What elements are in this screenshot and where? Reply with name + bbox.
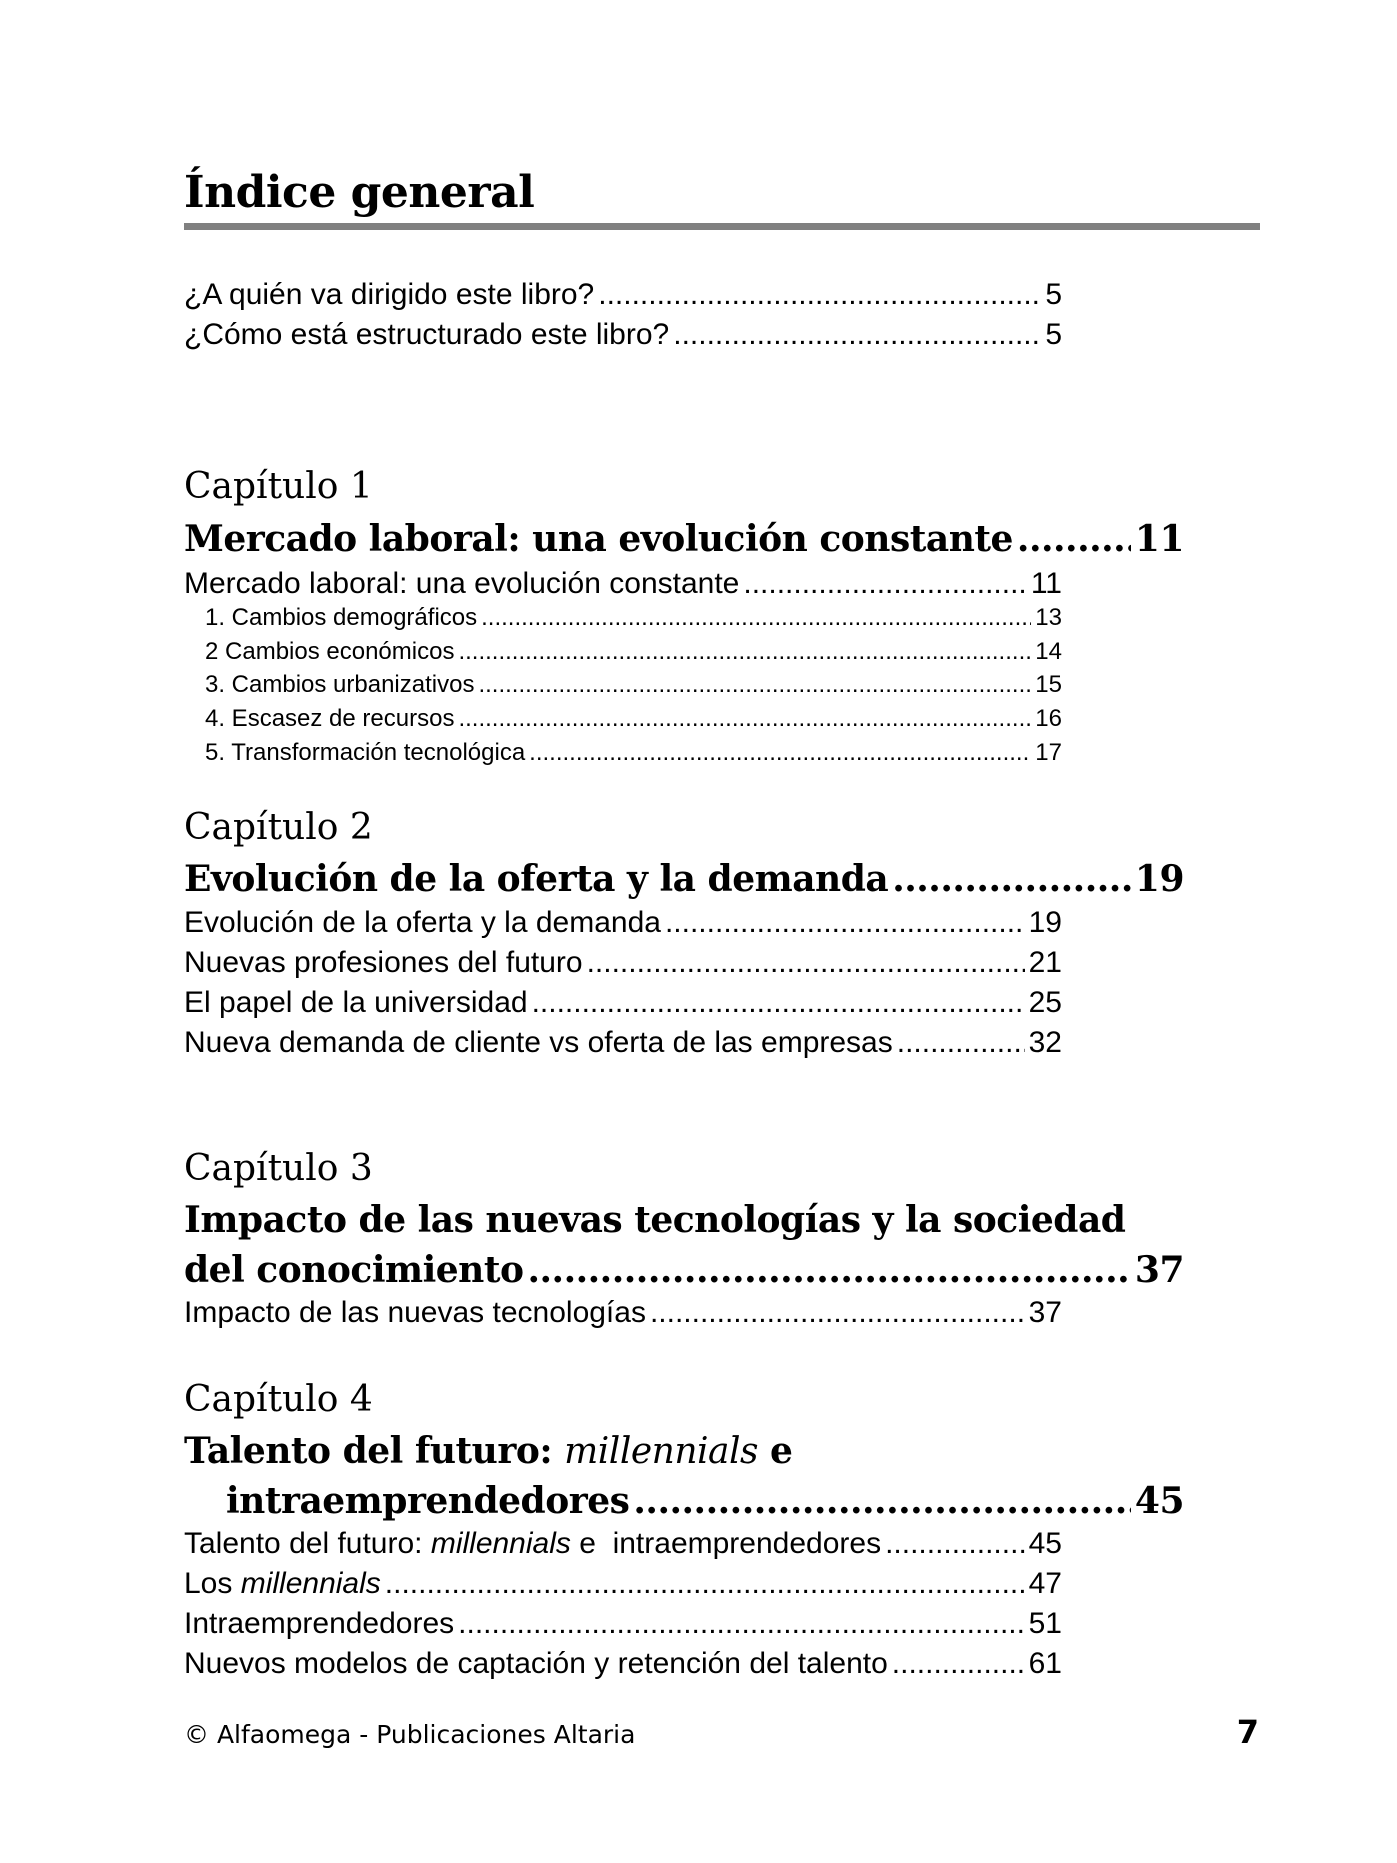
toc-entry-label: Evolución de la oferta y la demanda: [184, 906, 661, 939]
toc-entry-page: 5: [1045, 318, 1062, 351]
toc-entry[interactable]: [184, 1524, 1062, 1564]
toc-entry-label: El papel de la universidad: [184, 986, 528, 1019]
dot-leader: [458, 702, 1031, 736]
toc-entry-label: ¿A quién va dirigido este libro?: [184, 278, 595, 311]
dot-leader: [892, 854, 1131, 904]
dot-leader: [458, 1604, 1024, 1644]
toc-entry[interactable]: [184, 1023, 1062, 1063]
chapter-page: 45: [1134, 1480, 1184, 1522]
chapter-title-prefix: Talento del futuro:: [184, 1430, 565, 1472]
dot-leader: [478, 668, 1031, 702]
page-title: Índice general: [184, 167, 535, 218]
chapter-label: Capítulo 1: [184, 466, 373, 507]
footer-copyright: © Alfaomega - Publicaciones Altaria: [184, 1720, 636, 1749]
chapter-title-entry[interactable]: [184, 514, 1184, 564]
toc-entry-page: 25: [1028, 986, 1062, 1019]
toc-entry[interactable]: [184, 1644, 1062, 1684]
chapter-title-suffix: e: [757, 1430, 793, 1472]
toc-entry-italic: millennials: [430, 1527, 571, 1560]
dot-leader: [598, 275, 1041, 315]
toc-subentry-page: 16: [1035, 705, 1062, 732]
title-rule: [184, 223, 1260, 230]
toc-entry[interactable]: [184, 983, 1062, 1023]
toc-subentry-page: 15: [1035, 671, 1062, 698]
toc-subentry-page: 17: [1035, 739, 1062, 766]
chapter-page: 19: [1134, 858, 1184, 900]
chapter-page: 11: [1134, 518, 1184, 560]
toc-subentry[interactable]: [205, 635, 1062, 669]
dot-leader: [385, 1564, 1025, 1604]
toc-entry-suffix: e intraemprendedores: [570, 1527, 882, 1560]
dot-leader: [1017, 514, 1131, 564]
toc-subentry-label: 3. Cambios urbanizativos: [205, 671, 475, 698]
dot-leader: [892, 1644, 1025, 1684]
dot-leader: [743, 564, 1026, 604]
chapter-title-entry[interactable]: [226, 1476, 1184, 1526]
toc-entry-page: 21: [1028, 946, 1062, 979]
toc-entry[interactable]: [184, 1293, 1062, 1333]
chapter-label: Capítulo 3: [184, 1148, 373, 1189]
chapter-title-italic: millennials: [564, 1431, 758, 1472]
toc-entry[interactable]: [184, 315, 1062, 355]
toc-entry-label: Impacto de las nuevas tecnologías: [184, 1296, 646, 1329]
chapter-title-entry[interactable]: [184, 1245, 1184, 1295]
toc-entry[interactable]: [184, 1564, 1062, 1604]
toc-entry-italic: millennials: [240, 1567, 381, 1600]
toc-entry-page: 11: [1030, 567, 1062, 600]
chapter-label: Capítulo 2: [184, 807, 373, 848]
dot-leader: [529, 736, 1031, 770]
toc-entry-label: Nuevas profesiones del futuro: [184, 946, 583, 979]
toc-entry-page: 37: [1028, 1296, 1062, 1329]
toc-entry-page: 32: [1028, 1026, 1062, 1059]
chapter-title: del conocimiento: [184, 1249, 524, 1291]
toc-entry-label: ¿Cómo está estructurado este libro?: [184, 318, 670, 351]
dot-leader: [481, 601, 1031, 635]
chapter-title: intraemprendedores: [226, 1480, 630, 1522]
toc-subentry[interactable]: [205, 668, 1062, 702]
toc-entry-page: 5: [1045, 278, 1062, 311]
dot-leader: [897, 1023, 1025, 1063]
dot-leader: [458, 635, 1031, 669]
toc-entry-label: [184, 1524, 881, 1564]
chapter-title-line: [184, 1426, 792, 1477]
toc-entry-page: 47: [1028, 1567, 1062, 1600]
chapter-title: Evolución de la oferta y la demanda: [184, 858, 889, 900]
chapter-page: 37: [1134, 1249, 1184, 1291]
toc-entry-page: 51: [1028, 1607, 1062, 1640]
toc-entry[interactable]: [184, 1604, 1062, 1644]
toc-subentry[interactable]: [205, 601, 1062, 635]
footer-page-number: 7: [1236, 1713, 1259, 1751]
dot-leader: [885, 1524, 1025, 1564]
dot-leader: [673, 315, 1041, 355]
dot-leader: [527, 1245, 1130, 1295]
toc-entry-prefix: Talento del futuro:: [184, 1527, 431, 1560]
toc-entry-page: 45: [1028, 1527, 1062, 1560]
toc-entry-label: Nueva demanda de cliente vs oferta de las empresas: [184, 1026, 893, 1059]
toc-entry-page: 61: [1028, 1647, 1062, 1680]
dot-leader: [665, 903, 1025, 943]
toc-subentry-label: 5. Transformación tecnológica: [205, 739, 526, 766]
toc-subentry-label: 4. Escasez de recursos: [205, 705, 455, 732]
chapter-label: Capítulo 4: [184, 1379, 373, 1420]
toc-entry[interactable]: [184, 903, 1062, 943]
dot-leader: [587, 943, 1025, 983]
toc-entry[interactable]: [184, 943, 1062, 983]
toc-entry-label: Mercado laboral: una evolución constante: [184, 567, 740, 600]
toc-entry-page: 19: [1028, 906, 1062, 939]
dot-leader: [532, 983, 1025, 1023]
toc-subentry-label: 1. Cambios demográficos: [205, 604, 478, 631]
toc-entry-label: Nuevos modelos de captación y retención del talento: [184, 1647, 888, 1680]
chapter-title: Mercado laboral: una evolución constante: [184, 518, 1013, 560]
dot-leader: [633, 1476, 1131, 1526]
toc-entry-label: [184, 1564, 381, 1604]
toc-subentry-page: 13: [1035, 604, 1062, 631]
toc-subentry-page: 14: [1035, 638, 1062, 665]
dot-leader: [650, 1293, 1025, 1333]
toc-entry-prefix: Los: [184, 1567, 241, 1600]
chapter-title-line: Impacto de las nuevas tecnologías y la sociedad: [184, 1199, 1126, 1241]
toc-entry[interactable]: [184, 275, 1062, 315]
toc-entry-label: Intraemprendedores: [184, 1607, 455, 1640]
toc-subentry-label: 2 Cambios económicos: [205, 638, 455, 665]
toc-subentry[interactable]: [205, 702, 1062, 736]
chapter-title-entry[interactable]: [184, 854, 1184, 904]
toc-entry[interactable]: [184, 564, 1062, 604]
toc-subentry[interactable]: [205, 736, 1062, 770]
